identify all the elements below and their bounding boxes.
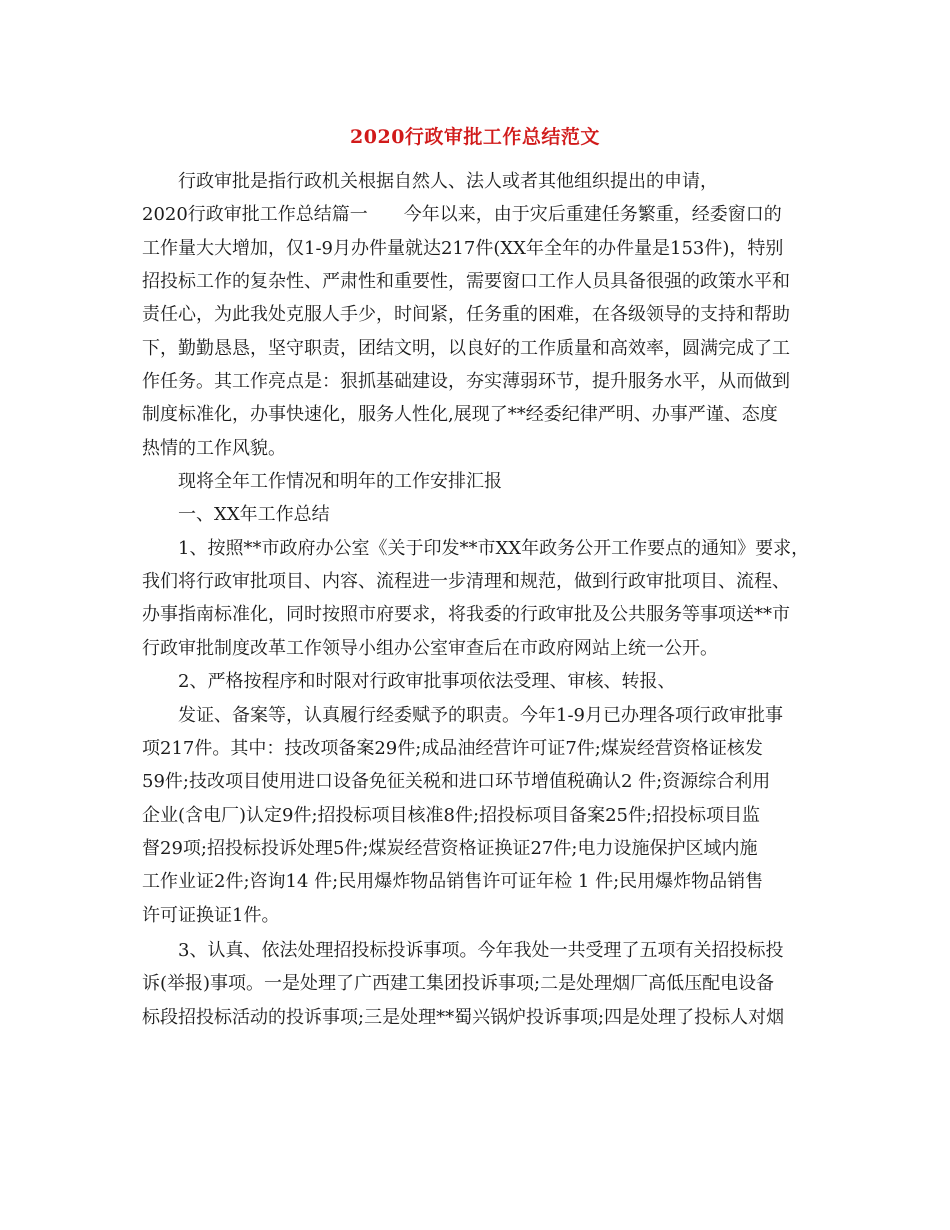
- text-line: 我们将行政审批项目、内容、流程进一步清理和规范，做到行政审批项目、流程、: [142, 571, 790, 593]
- text-line: 行政审批制度改革工作领导小组办公室审查后在市政府网站上统一公开。: [142, 637, 718, 659]
- text-line: 标段招投标活动的投诉事项;三是处理**蜀兴锅炉投诉事项;四是处理了投标人对烟: [142, 1006, 785, 1028]
- document-title: 2020行政审批工作总结范文: [350, 126, 600, 148]
- text-line: 现将全年工作情况和明年的工作安排汇报: [178, 471, 502, 493]
- text-line: 下，勤勤恳恳，坚守职责，团结文明，以良好的工作质量和高效率，圆满完成了工: [142, 337, 790, 359]
- text-line: 作任务。其工作亮点是：狠抓基础建设，夯实薄弱环节，提升服务水平，从而做到: [142, 371, 790, 393]
- text-line: 督29项;招投标投诉处理5件;煤炭经营资格证换证27件;电力设施保护区域内施: [142, 837, 758, 859]
- text-line: 责任心，为此我处克服人手少，时间紧，任务重的困难，在各级领导的支持和帮助: [142, 304, 790, 326]
- text-line: 企业(含电厂)认定9件;招投标项目核准8件;招投标项目备案25件;招投标项目监: [142, 804, 761, 826]
- text-line: 项217件。其中：技改项备案29件;成品油经营许可证7件;煤炭经营资格证核发: [142, 737, 763, 759]
- text-line: 发证、备案等，认真履行经委赋予的职责。今年1-9月已办理各项行政审批事: [178, 704, 783, 726]
- document-body: [142, 165, 822, 1034]
- text-line: 工作量大大增加，仅1-9月办件量就达217件(XX年全年的办件量是153件)，特别: [142, 237, 784, 259]
- text-line: 工作业证2件;咨询14 件;民用爆炸物品销售许可证年检 1 件;民用爆炸物品销售: [142, 871, 764, 893]
- text-line: 招投标工作的复杂性、严肃性和重要性，需要窗口工作人员具备很强的政策水平和: [142, 271, 790, 293]
- text-line: 制度标准化，办事快速化，服务人性化,展现了**经委纪律严明、办事严谨、态度: [142, 404, 778, 426]
- text-line: 行政审批是指行政机关根据自然人、法人或者其他组织提出的申请，: [178, 171, 718, 192]
- text-line: 2020行政审批工作总结篇一 今年以来，由于灾后重建任务繁重，经委窗口的: [142, 204, 782, 226]
- text-line: 1、按照**市政府办公室《关于印发**市XX年政务公开工作要点的通知》要求，: [178, 537, 810, 559]
- text-line: 诉(举报)事项。一是处理了广西建工集团投诉事项;二是处理烟厂高低压配电设备: [142, 973, 775, 995]
- text-line: 许可证换证1件。: [142, 904, 280, 926]
- text-line: 3、认真、依法处理招投标投诉事项。今年我处一共受理了五项有关招投标投: [178, 939, 784, 961]
- text-line: 2、严格按程序和时限对行政审批事项依法受理、审核、转报、: [178, 671, 676, 693]
- text-line: 热情的工作风貌。: [142, 437, 286, 459]
- text-line: 59件;技改项目使用进口设备免征关税和进口环节增值税确认2 件;资源综合利用: [142, 771, 771, 793]
- section-heading: 一、XX年工作总结: [178, 504, 330, 526]
- text-line: 办事指南标准化，同时按照市府要求，将我委的行政审批及公共服务等事项送**市: [142, 604, 790, 626]
